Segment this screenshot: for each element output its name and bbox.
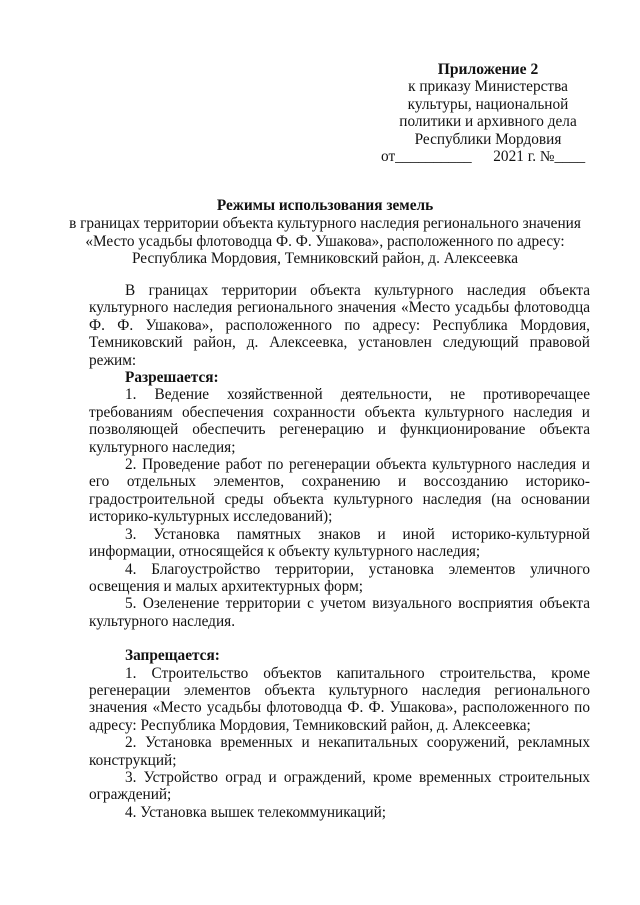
document-title: Режимы использования земель bbox=[216, 197, 434, 214]
forbidden-heading: Запрещается: bbox=[125, 647, 220, 665]
document-heading bbox=[60, 197, 590, 268]
document-subtitle: в границах территории объекта культурного наследия регионального значения «Место усадьбы флотоводца Ф. Ф. Ушакова», расположенного по адресу: Республика Мордовия, Темниковский район, д. Алексеевка bbox=[69, 215, 581, 268]
date-prefix: от bbox=[381, 148, 396, 166]
appendix-date-line bbox=[381, 148, 608, 165]
appendix-line: Республики Мордовия bbox=[414, 130, 562, 148]
appendix-title: Приложение 2 bbox=[437, 61, 539, 78]
intro-paragraph: В границах территории объекта культурного наследия объекта культурного наследия регионального значения «Место усадьбы флотоводца Ф. Ф. Ушакова», расположенного по адресу: Республика Мордовия, Темниковский район, д. Алексеевка, установлен следующий правовой режим: bbox=[89, 282, 590, 369]
document-body bbox=[89, 282, 590, 821]
allowed-item: 2. Проведение работ по регенерации объекта культурного наследия и его отдельных элементов, сохранению и воссозданию историко-градостроительной среды объекта культурного наследия (на основании историко-культурных исследований); bbox=[89, 456, 590, 526]
allowed-item: 4. Благоустройство территории, установка элементов уличного освещения и малых архитектурных форм; bbox=[89, 560, 590, 595]
appendix-line: к приказу Министерства bbox=[408, 78, 568, 96]
date-blank: __________ bbox=[395, 148, 472, 166]
allowed-heading: Разрешается: bbox=[125, 369, 219, 387]
order-number-blank: ____ bbox=[554, 148, 586, 166]
forbidden-item: 3. Устройство оград и ограждений, кроме временных строительных ограждений; bbox=[89, 768, 590, 804]
allowed-item: 5. Озеленение территории с учетом визуального восприятия объекта культурного наследия. bbox=[89, 595, 590, 630]
forbidden-item: 4. Установка вышек телекоммуникаций; bbox=[125, 803, 387, 821]
forbidden-item: 1. Строительство объектов капитального строительства, кроме регенерации элементов объекта культурного наследия регионального значения «Место усадьбы флотоводца Ф. Ф. Ушакова», расположенного по адресу: Республика Мордовия, Темниковский район, д. Алексеевка; bbox=[89, 664, 590, 734]
appendix-line: культуры, национальной bbox=[407, 95, 569, 113]
appendix-header bbox=[368, 61, 608, 165]
allowed-item: 3. Установка памятных знаков и иной историко-культурной информации, относящейся к объекту культурного наследия; bbox=[89, 525, 590, 561]
order-year: 2021 г. № bbox=[493, 148, 555, 166]
appendix-line: политики и архивного дела bbox=[399, 113, 577, 131]
allowed-item: 1. Ведение хозяйственной деятельности, не противоречащее требованиям обеспечения сохранности объекта культурного наследия и позволяющей обеспечить регенерацию и функционирование объекта культурного наследия; bbox=[89, 386, 590, 456]
forbidden-item: 2. Установка временных и некапитальных сооружений, рекламных конструкций; bbox=[89, 734, 590, 769]
section-spacer bbox=[89, 630, 590, 647]
